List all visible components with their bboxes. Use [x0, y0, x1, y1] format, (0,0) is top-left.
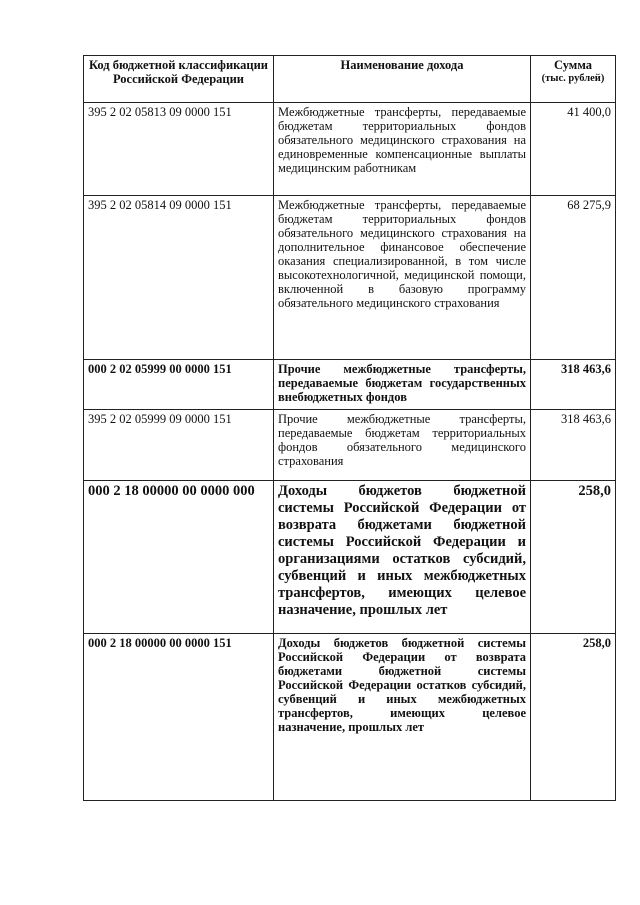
row-code: 395 2 02 05813 09 0000 151 — [84, 103, 274, 196]
row-sum: 68 275,9 — [531, 196, 616, 360]
row-sum: 258,0 — [531, 481, 616, 634]
row-code: 000 2 18 00000 00 0000 000 — [84, 481, 274, 634]
row-code: 000 2 02 05999 00 0000 151 — [84, 360, 274, 410]
budget-income-table — [83, 55, 616, 801]
header-sum-label: Сумма — [554, 58, 592, 72]
row-sum: 318 463,6 — [531, 410, 616, 481]
row-sum: 318 463,6 — [531, 360, 616, 410]
table-header-row — [84, 56, 616, 103]
table-row — [84, 360, 616, 410]
row-code: 395 2 02 05814 09 0000 151 — [84, 196, 274, 360]
row-name: Доходы бюджетов бюджетной системы Российской Федерации от возврата бюджетами бюджетной системы Российской Федерации и организациями остатков субсидий, субвенций и иных межбюджетных трансфертов, имеющих целевое назначение, прошлых лет — [274, 481, 531, 634]
row-code: 395 2 02 05999 09 0000 151 — [84, 410, 274, 481]
header-sum-unit: (тыс. рублей) — [541, 73, 605, 84]
header-name: Наименование дохода — [274, 56, 531, 103]
table-row — [84, 634, 616, 801]
row-name: Прочие межбюджетные трансферты, передаваемые бюджетам территориальных фондов обязательного медицинского страхования — [274, 410, 531, 481]
row-name: Прочие межбюджетные трансферты, передаваемые бюджетам государственных внебюджетных фондов — [274, 360, 531, 410]
table-row — [84, 103, 616, 196]
row-name: Межбюджетные трансферты, передаваемые бюджетам территориальных фондов обязательного медицинского страхования на дополнительное финансовое обеспечение оказания специализированной, в том числе высокотехнологичной, медицинской помощи, включенной в базовую программу обязательного медицинского страхования — [274, 196, 531, 360]
header-code: Код бюджетной классификации Российской Федерации — [84, 56, 274, 103]
header-sum — [531, 56, 616, 103]
table-row — [84, 196, 616, 360]
row-name: Доходы бюджетов бюджетной системы Российской Федерации от возврата бюджетами бюджетной системы Российской Федерации остатков субсидий, субвенций и иных межбюджетных трансфертов, имеющих целевое назначение, прошлых лет — [274, 634, 531, 801]
row-sum: 41 400,0 — [531, 103, 616, 196]
row-sum: 258,0 — [531, 634, 616, 801]
row-code: 000 2 18 00000 00 0000 151 — [84, 634, 274, 801]
table-row — [84, 410, 616, 481]
table-row — [84, 481, 616, 634]
row-name: Межбюджетные трансферты, передаваемые бюджетам территориальных фондов обязательного медицинского страхования на единовременные компенсационные выплаты медицинским работникам — [274, 103, 531, 196]
